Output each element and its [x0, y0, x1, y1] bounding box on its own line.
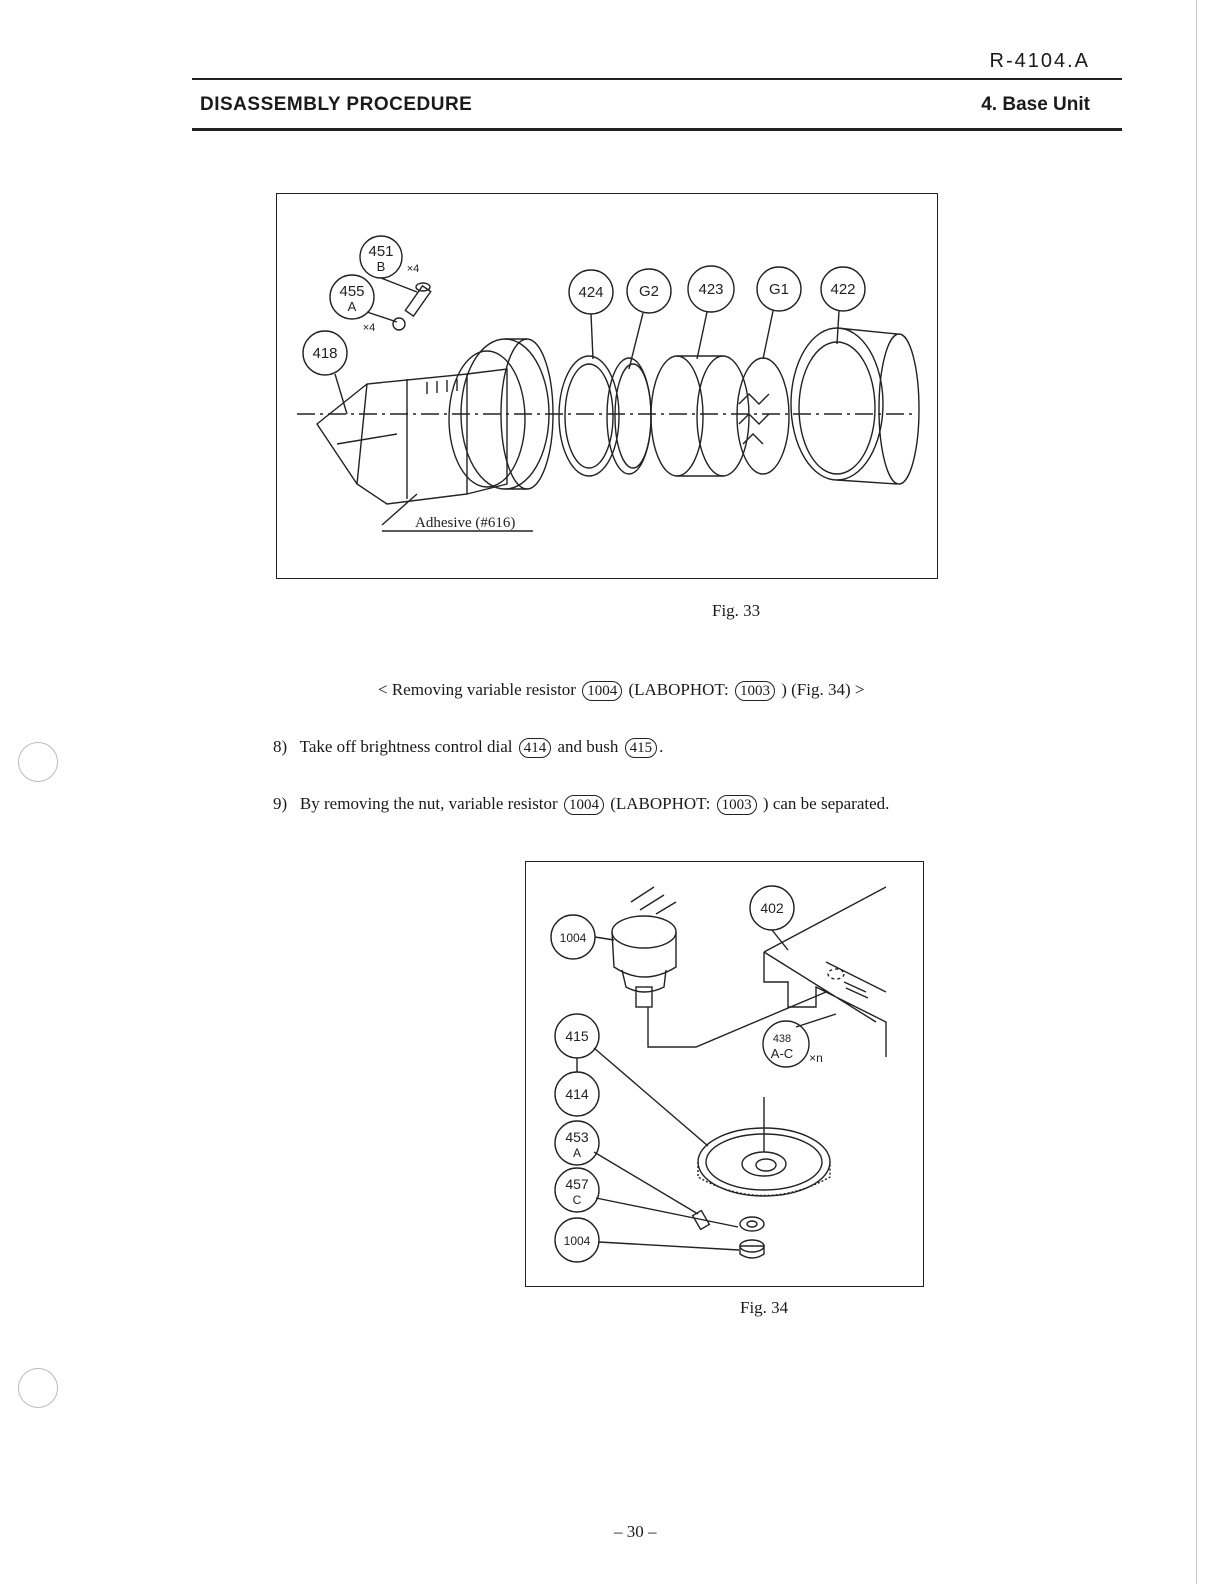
label-414: 414 [565, 1086, 589, 1102]
step-text: Take off brightness control dial [299, 737, 513, 756]
label-451-sub: B [376, 259, 386, 274]
label-1004-bottom: 1004 [563, 1234, 591, 1248]
ref-414: 414 [519, 738, 552, 758]
heading-text-close: ) (Fig. 34) > [781, 680, 865, 699]
step-number: 9) [273, 794, 288, 813]
label-438-sub: A-C [770, 1046, 794, 1061]
label-422: 422 [830, 281, 856, 298]
label-g1: G1 [768, 281, 790, 298]
label-x4-washer: ×4 [362, 322, 376, 334]
label-453: 453 [565, 1129, 589, 1145]
label-g2: G2 [638, 283, 660, 300]
label-457: 457 [565, 1176, 589, 1192]
punch-hole [18, 1368, 58, 1408]
label-424: 424 [578, 284, 604, 301]
unit-title: 4. Base Unit [981, 94, 1090, 115]
ref-1004: 1004 [582, 681, 622, 701]
label-402: 402 [760, 900, 784, 916]
step-8 [273, 737, 663, 758]
ref-415: 415 [625, 738, 658, 758]
step-text: . [659, 737, 664, 756]
label-418: 418 [312, 345, 338, 362]
section-title: DISASSEMBLY PROCEDURE [200, 94, 473, 115]
header-rule-bottom [192, 128, 1122, 131]
figure-33-caption: Fig. 33 [712, 601, 761, 620]
procedure-heading [378, 680, 864, 701]
step-number: 8) [273, 737, 288, 756]
heading-text-open: < Removing variable resistor [378, 680, 576, 699]
label-adhesive: Adhesive (#616) [415, 515, 516, 531]
step-text: (LABOPHOT: [610, 794, 711, 813]
label-438: 438 [772, 1033, 792, 1045]
step-text: and bush [557, 737, 619, 756]
ref-1003: 1003 [735, 681, 775, 701]
label-xn: ×n [809, 1051, 823, 1065]
figure-33-drawing [277, 194, 937, 578]
label-415: 415 [565, 1028, 589, 1044]
heading-text-mid: (LABOPHOT: [628, 680, 729, 699]
figure-34-drawing [526, 862, 923, 1286]
label-455-sub: A [347, 299, 357, 314]
label-457-sub: C [572, 1193, 582, 1207]
page-number: – 30 – [614, 1522, 657, 1541]
step-9 [273, 794, 889, 815]
step-text: By removing the nut, variable resistor [299, 794, 558, 813]
document-number: R-4104.A [989, 50, 1090, 72]
ref-1003: 1003 [717, 795, 757, 815]
header-rule-top [192, 78, 1122, 80]
figure-33 [276, 193, 938, 579]
label-455: 455 [339, 283, 365, 300]
label-453-sub: A [572, 1146, 582, 1160]
label-x4-screw: ×4 [406, 263, 420, 275]
label-451: 451 [368, 243, 394, 260]
page-edge [1196, 0, 1197, 1584]
punch-hole [18, 742, 58, 782]
step-text: ) can be separated. [762, 794, 890, 813]
figure-34 [525, 861, 924, 1287]
ref-1004: 1004 [564, 795, 604, 815]
label-1004-top: 1004 [559, 931, 587, 945]
figure-34-caption: Fig. 34 [740, 1298, 789, 1317]
label-423: 423 [698, 281, 724, 298]
